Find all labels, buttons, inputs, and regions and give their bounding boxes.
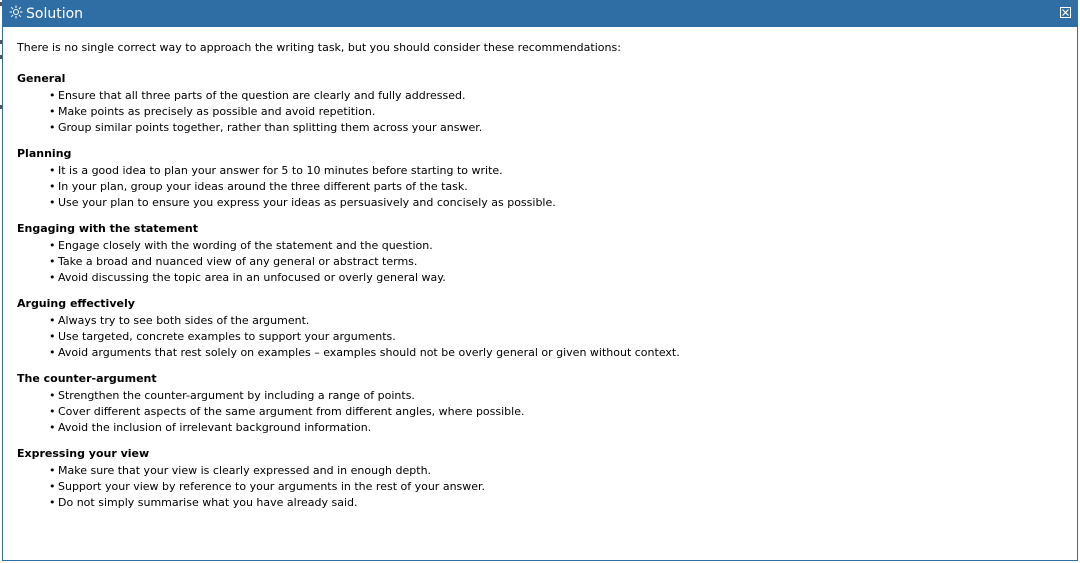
list-item: • Engage closely with the wording of the statement and the question. <box>49 238 1063 254</box>
section-planning <box>17 147 1063 211</box>
list-item: • Strengthen the counter-argument by including a range of points. <box>49 388 1063 404</box>
close-button[interactable] <box>1060 7 1071 18</box>
list-item: • Always try to see both sides of the argument. <box>49 313 1063 329</box>
section-expressing-view <box>17 447 1063 511</box>
dialog-titlebar[interactable] <box>3 1 1077 27</box>
section-engaging <box>17 222 1063 286</box>
solution-dialog <box>2 0 1078 561</box>
section-heading: Planning <box>17 147 72 160</box>
intro-text: There is no single correct way to approach the writing task, but you should consider these recommendations: <box>17 41 621 54</box>
list-item: • Use targeted, concrete examples to support your arguments. <box>49 329 1063 345</box>
list-item: • Do not simply summarise what you have already said. <box>49 495 1063 511</box>
list-item: • Make sure that your view is clearly expressed and in enough depth. <box>49 463 1063 479</box>
section-counter-argument <box>17 372 1063 436</box>
list-item: • Avoid the inclusion of irrelevant background information. <box>49 420 1063 436</box>
section-heading: Arguing effectively <box>17 297 135 310</box>
list-item: • Group similar points together, rather than splitting them across your answer. <box>49 120 1063 136</box>
list-item: • Support your view by reference to your arguments in the rest of your answer. <box>49 479 1063 495</box>
section-heading: Expressing your view <box>17 447 150 460</box>
section-list <box>17 388 1063 436</box>
section-heading: General <box>17 72 66 85</box>
list-item: • Ensure that all three parts of the question are clearly and fully addressed. <box>49 88 1063 104</box>
dialog-title: Solution <box>26 6 84 22</box>
solution-icon <box>9 5 23 19</box>
dialog-content <box>17 41 1063 522</box>
list-item: • It is a good idea to plan your answer for 5 to 10 minutes before starting to write. <box>49 163 1063 179</box>
section-list <box>17 313 1063 361</box>
section-list <box>17 463 1063 511</box>
list-item: • Make points as precisely as possible and avoid repetition. <box>49 104 1063 120</box>
list-item: • Avoid discussing the topic area in an unfocused or overly general way. <box>49 270 1063 286</box>
section-list <box>17 238 1063 286</box>
list-item: • In your plan, group your ideas around the three different parts of the task. <box>49 179 1063 195</box>
list-item: • Avoid arguments that rest solely on examples – examples should not be overly general or given without context. <box>49 345 1063 361</box>
section-list <box>17 163 1063 211</box>
section-heading: Engaging with the statement <box>17 222 199 235</box>
list-item: • Use your plan to ensure you express your ideas as persuasively and concisely as possible. <box>49 195 1063 211</box>
section-arguing <box>17 297 1063 361</box>
section-general <box>17 72 1063 136</box>
list-item: • Take a broad and nuanced view of any general or abstract terms. <box>49 254 1063 270</box>
section-heading: The counter-argument <box>17 372 157 385</box>
close-icon <box>1061 8 1070 17</box>
list-item: • Cover different aspects of the same argument from different angles, where possible. <box>49 404 1063 420</box>
section-list <box>17 88 1063 136</box>
